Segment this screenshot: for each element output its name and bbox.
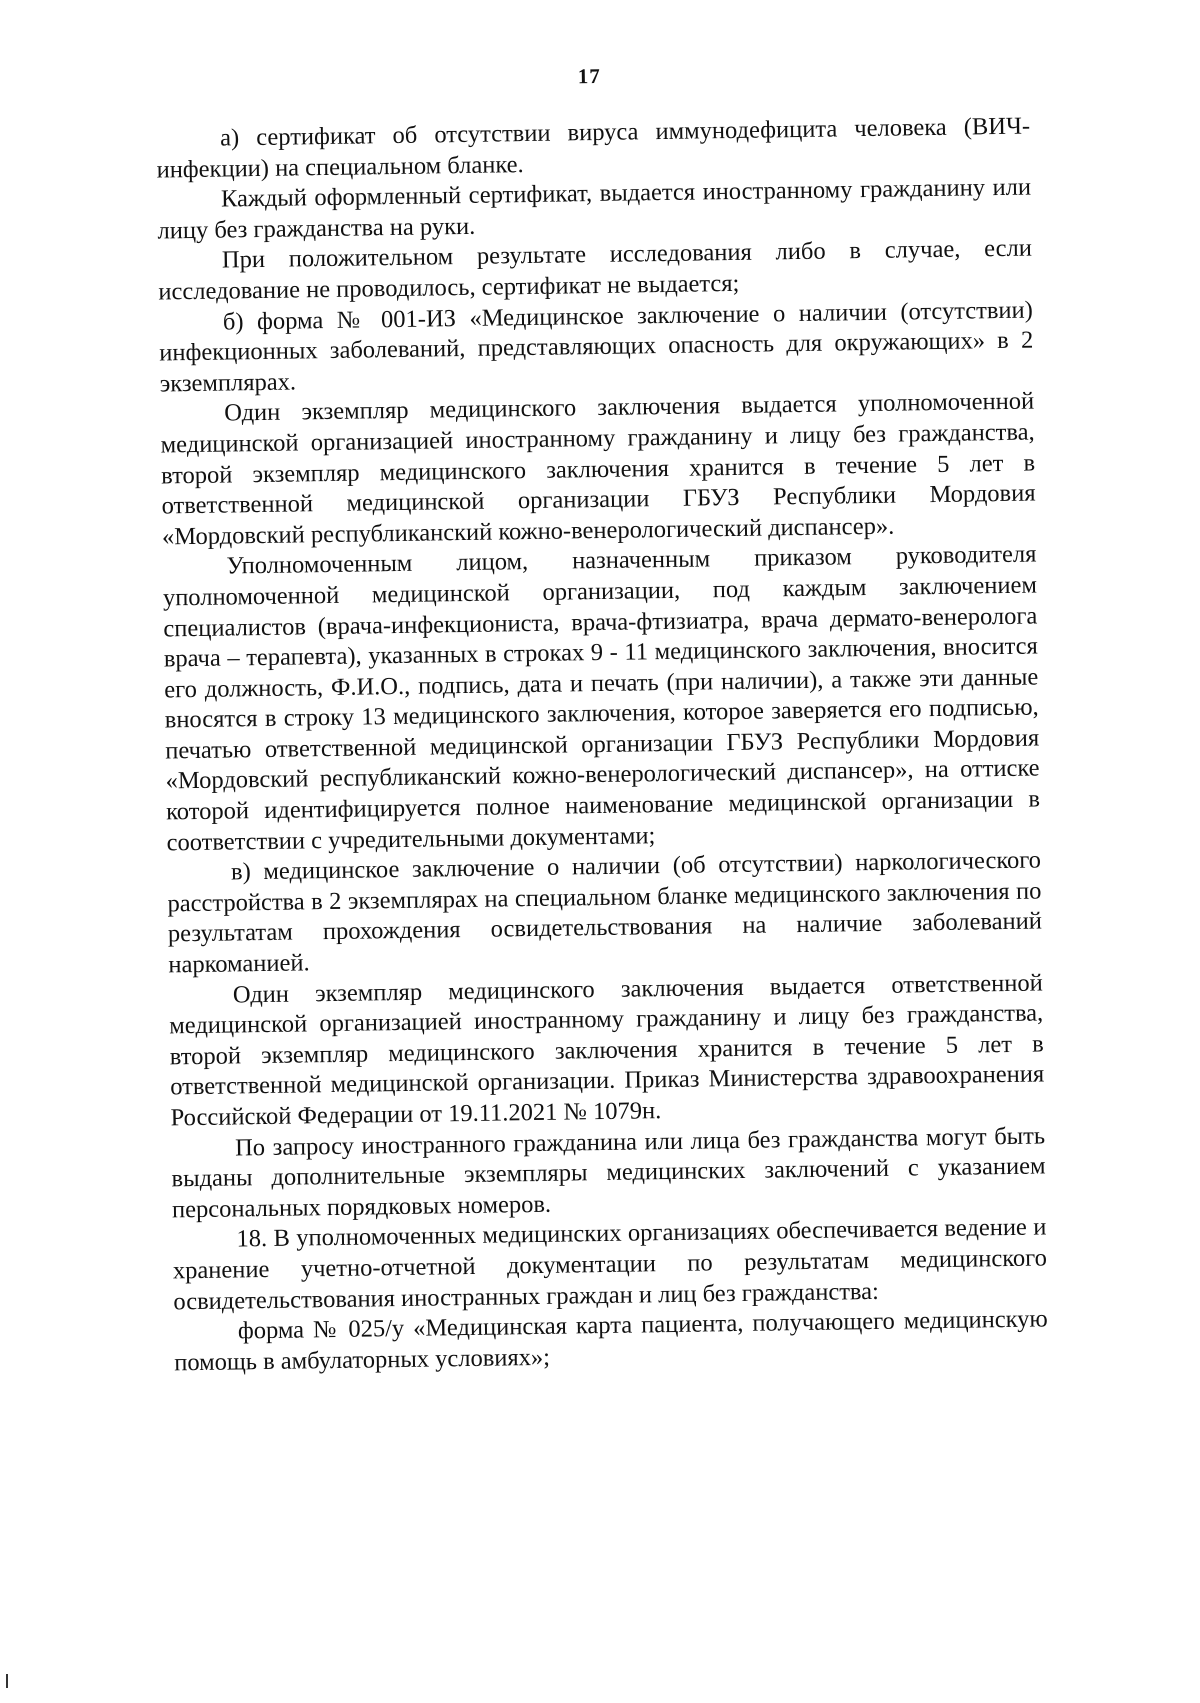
paragraph-certificate-issued: Каждый оформленный сертификат, выдается иностранному гражданину или лицу без гражданства на руки. bbox=[157, 173, 1032, 245]
paragraph-authorized-person: Уполномоченным лицом, назначенным приказом руководителя уполномоченной медицинской организации, под каждым заключением специалистов (врача-инфекциониста, врача-фтизиатра, врача дермато-венеролога врача – терапевта), указанных в строках 9 - 11 медицинского заключения, вносится его должность, Ф.И.О., подпись, дата и печать (при наличии), а также эти данные вносятся в строку 13 медицинского заключения, которое заверяется его подписью, печатью ответственной медицинской организации ГБУЗ Республики Мордовия «Мордовский республиканский кожно-венерологический диспансер», на оттиске которой идентифицируется полное наименование медицинской организации в соответствии с учредительными документами; bbox=[162, 540, 1041, 857]
paragraph-copy-storage-2: Один экземпляр медицинского заключения выдается ответственной медицинской организацией иностранному гражданину и лицу без гражданства, второй экземпляр медицинского заключения хранится в течение 5 лет в ответственной медицинской организации. Приказ Министерства здравоохранения Российской Федерации от 19.11.2021 № 1079н. bbox=[169, 969, 1045, 1132]
paragraph-form-001: б) форма № 001-ИЗ «Медицинское заключение о наличии (отсутствии) инфекционных заболеваний, представляющих опасность для окружающих» в 2 экземплярах. bbox=[159, 296, 1034, 398]
paragraph-form-025: форма № 025/у «Медицинская карта пациента, получающего медицинскую помощь в амбулаторных условиях»; bbox=[174, 1305, 1048, 1377]
document-body bbox=[156, 112, 1049, 1379]
paragraph-section-18: 18. В уполномоченных медицинских организациях обеспечивается ведение и хранение учетно-отчетной документации по результатам медицинского освидетельствования иностранных граждан и лиц без гражданства: bbox=[172, 1213, 1048, 1315]
paragraph-additional-copies: По запросу иностранного гражданина или лица без гражданства могут быть выданы дополнительные экземпляры медицинских заключений с указанием персональных порядковых номеров. bbox=[171, 1122, 1046, 1224]
paragraph-certificate-hiv: а) сертификат об отсутствии вируса иммунодефицита человека (ВИЧ-инфекции) на специальном бланке. bbox=[156, 112, 1031, 184]
paragraph-positive-result: При положительном результате исследования либо в случае, если исследование не проводилось, сертификат не выдается; bbox=[158, 234, 1033, 306]
page-number: 17 bbox=[577, 63, 601, 89]
scan-artifact bbox=[6, 1674, 8, 1688]
paragraph-copy-storage-1: Один экземпляр медицинского заключения выдается уполномоченной медицинской организацией иностранному гражданину и лицу без гражданства, второй экземпляр медицинского заключения хранится в течение 5 лет в ответственной медицинской организации ГБУЗ Республики Мордовия «Мордовский республиканский кожно-венерологический диспансер». bbox=[160, 387, 1036, 551]
paragraph-narcology-conclusion: в) медицинское заключение о наличии (об отсутствии) наркологического расстройства в 2 экземплярах на специальном бланке медицинского заключения по результатам прохождения освидетельствования на наличие заболеваний наркоманией. bbox=[167, 846, 1043, 979]
